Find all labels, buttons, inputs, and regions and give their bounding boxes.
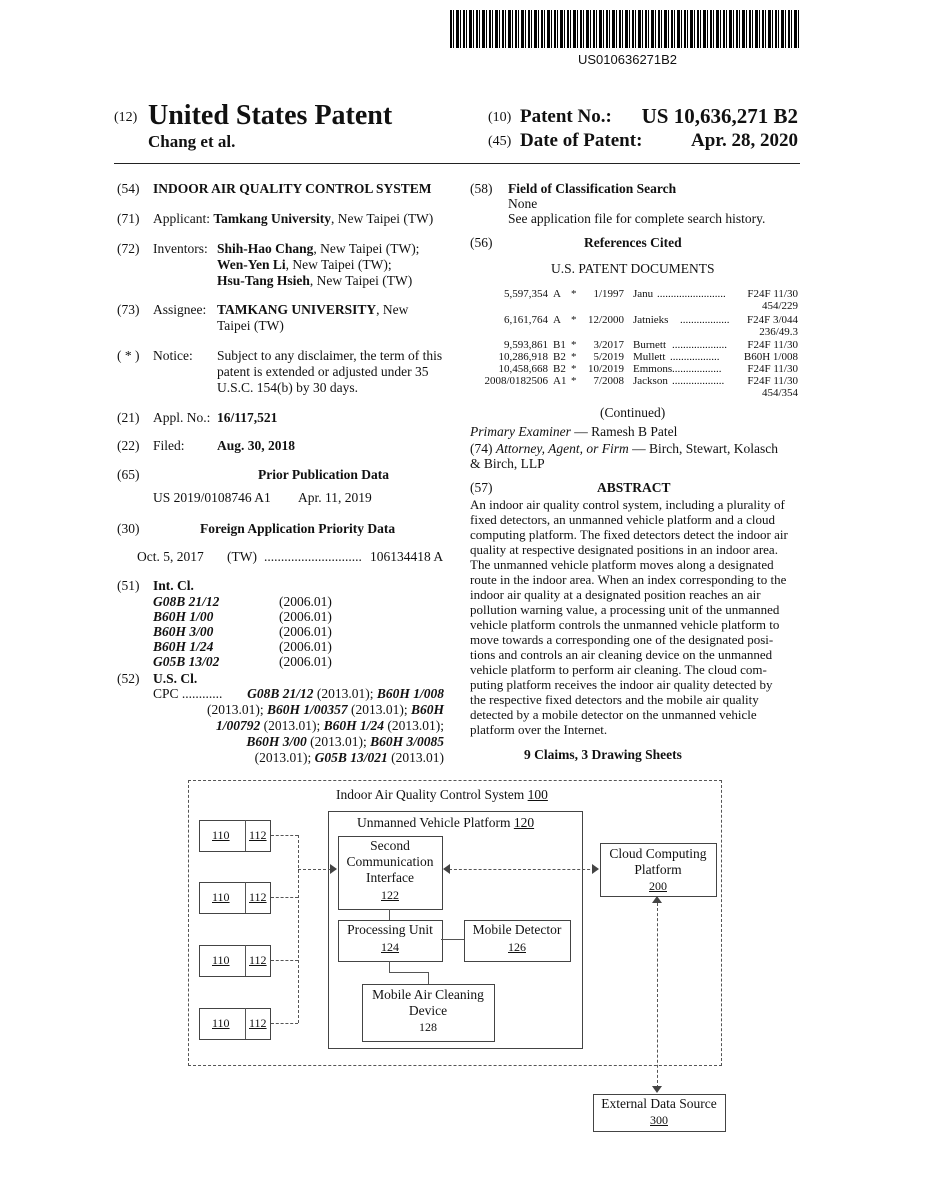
barcode-number: US010636271B2 bbox=[578, 52, 678, 67]
code-72: (72) bbox=[117, 241, 140, 256]
external-label: External Data Source bbox=[594, 1096, 724, 1112]
cleaning-line-1: Mobile Air Cleaning bbox=[363, 987, 493, 1003]
claims-count: 9 Claims, 3 Drawing Sheets bbox=[524, 747, 682, 762]
filed-label: Filed: bbox=[153, 438, 185, 453]
code-58: (58) bbox=[470, 181, 493, 196]
prior-pub-heading: Prior Publication Data bbox=[258, 467, 389, 482]
code-56: (56) bbox=[470, 235, 493, 250]
code-12: (12) bbox=[114, 110, 138, 125]
field-see: See application file for complete search history. bbox=[508, 211, 766, 226]
inventor-short: Chang et al. bbox=[148, 132, 236, 151]
code-10: (10) bbox=[488, 110, 512, 125]
assignee-location: Taipei (TW) bbox=[217, 318, 284, 333]
external-ref: 300 bbox=[594, 1112, 724, 1128]
applicant: Applicant: Tamkang University, New Taipei (TW) bbox=[153, 211, 434, 226]
intcl-label: Int. Cl. bbox=[153, 578, 194, 593]
abstract-text: An indoor air quality control system, including a plurality of fixed detectors, an unmanned vehicle platform and a cloud computing platform. The fixed detectors detect the indoor air quality at respective designated positions in an indoor area. The unmanned vehicle platform moves along a designated route in the indoor area. When an index corresponding to the indoor air quality at a designated position reaches an air pollution warning value, a processing unit of the unmanned vehicle platform controls the unmanned vehicle platform to move towards a corresponding one of the designated posi- tions and controls an air cleaning device on the unmanned vehicle platform to perform air cleaning. The cloud com- puting platform receives the indoor air quality detected by the respective fixed detectors and the mobile air quality detected by a mobile detector on the unmanned vehicle platform over the Internet. bbox=[470, 497, 788, 737]
intcl-row: G05B 13/02 (2006.01) bbox=[153, 654, 332, 669]
cloud-ref: 200 bbox=[601, 878, 715, 894]
uvp-title: Unmanned Vehicle Platform 120 bbox=[357, 815, 535, 830]
code-65: (65) bbox=[117, 467, 140, 482]
foreign-number: 106134418 A bbox=[370, 549, 444, 564]
code-73: (73) bbox=[117, 302, 140, 317]
notice-line-1: Subject to any disclaimer, the term of this bbox=[217, 348, 443, 363]
us-docs-heading: U.S. PATENT DOCUMENTS bbox=[551, 261, 715, 276]
code-21: (21) bbox=[117, 410, 140, 425]
processing-ref: 124 bbox=[339, 939, 441, 955]
notice-line-3: U.S.C. 154(b) by 30 days. bbox=[217, 380, 358, 395]
foreign-dots: ............................. bbox=[264, 549, 362, 564]
foreign-country: (TW) bbox=[227, 549, 257, 564]
attorney-line-2: & Birch, LLP bbox=[470, 456, 545, 471]
prior-pub-number: US 2019/0108746 A1 bbox=[153, 490, 271, 505]
field-heading: Field of Classification Search bbox=[508, 181, 677, 196]
code-30: (30) bbox=[117, 521, 140, 536]
patent-type: United States Patent bbox=[148, 100, 393, 131]
code-notice: ( * ) bbox=[117, 348, 140, 363]
assignee: TAMKANG UNIVERSITY, New bbox=[217, 302, 409, 317]
refs-heading: References Cited bbox=[584, 235, 682, 250]
appl-label: Appl. No.: bbox=[153, 410, 211, 425]
patent-date: Apr. 28, 2020 bbox=[691, 130, 798, 151]
second-comm-line-2: Communication bbox=[339, 854, 441, 870]
inventors-label: Inventors: bbox=[153, 241, 208, 256]
assignee-label: Assignee: bbox=[153, 302, 207, 317]
cpc-line-3: 1/00792 (2013.01); B60H 1/24 (2013.01); bbox=[215, 718, 444, 733]
second-comm-line-3: Interface bbox=[339, 870, 441, 886]
code-57: (57) bbox=[470, 480, 493, 495]
mobile-detector-label: Mobile Detector bbox=[465, 922, 569, 938]
header-rule bbox=[114, 163, 800, 164]
cpc-line-4: B60H 3/00 (2013.01); B60H 3/0085 bbox=[246, 734, 444, 749]
foreign-heading: Foreign Application Priority Data bbox=[200, 521, 396, 536]
code-54: (54) bbox=[117, 181, 140, 196]
abstract-heading: ABSTRACT bbox=[597, 480, 671, 495]
intcl-row: B60H 3/00 (2006.01) bbox=[153, 624, 332, 639]
notice-label: Notice: bbox=[153, 348, 193, 363]
intcl-list bbox=[153, 594, 332, 669]
notice-line-2: patent is extended or adjusted under 35 bbox=[217, 364, 429, 379]
code-22: (22) bbox=[117, 438, 140, 453]
code-52: (52) bbox=[117, 671, 140, 686]
inventor-2: Wen-Yen Li, New Taipei (TW); bbox=[217, 257, 392, 272]
cleaning-ref: 128 bbox=[363, 1019, 493, 1035]
uscl-label: U.S. Cl. bbox=[153, 671, 198, 686]
cpc-row-1: CPC ............ bbox=[153, 686, 223, 701]
intcl-row: B60H 1/00 (2006.01) bbox=[153, 609, 332, 624]
attorney: (74) Attorney, Agent, or Firm — Birch, Stewart, Kolasch bbox=[470, 441, 778, 456]
filed-date: Aug. 30, 2018 bbox=[217, 438, 296, 453]
intcl-row: B60H 1/24 (2006.01) bbox=[153, 639, 332, 654]
intcl-row: G08B 21/12 (2006.01) bbox=[153, 594, 332, 609]
cleaning-line-2: Device bbox=[363, 1003, 493, 1019]
date-label: Date of Patent: bbox=[520, 130, 643, 151]
continued: (Continued) bbox=[600, 405, 666, 420]
patent-number: US 10,636,271 B2 bbox=[641, 104, 798, 128]
patent-no-label: Patent No.: bbox=[520, 106, 612, 127]
primary-examiner: Primary Examiner — Ramesh B Patel bbox=[470, 424, 678, 439]
cpc-line-1: G08B 21/12 (2013.01); B60H 1/008 bbox=[247, 686, 444, 701]
cloud-line-2: Platform bbox=[601, 862, 715, 878]
processing-label: Processing Unit bbox=[339, 922, 441, 938]
field-none: None bbox=[508, 196, 538, 211]
cpc-line-5: (2013.01); G05B 13/021 (2013.01) bbox=[254, 750, 444, 765]
code-45: (45) bbox=[488, 134, 512, 149]
prior-pub-date: Apr. 11, 2019 bbox=[298, 490, 372, 505]
foreign-date: Oct. 5, 2017 bbox=[137, 549, 204, 564]
cloud-line-1: Cloud Computing bbox=[601, 846, 715, 862]
appl-number: 16/117,521 bbox=[217, 410, 278, 425]
mobile-detector-ref: 126 bbox=[465, 939, 569, 955]
second-comm-ref: 122 bbox=[339, 887, 441, 903]
code-71: (71) bbox=[117, 211, 140, 226]
invention-title: INDOOR AIR QUALITY CONTROL SYSTEM bbox=[153, 181, 432, 196]
cpc-line-2: (2013.01); B60H 1/00357 (2013.01); B60H bbox=[206, 702, 444, 717]
system-title: Indoor Air Quality Control System 100 bbox=[336, 787, 548, 802]
second-comm-line-1: Second bbox=[339, 838, 441, 854]
inventor-1: Shih-Hao Chang, New Taipei (TW); bbox=[217, 241, 420, 256]
inventor-3: Hsu-Tang Hsieh, New Taipei (TW) bbox=[217, 273, 413, 288]
code-51: (51) bbox=[117, 578, 140, 593]
barcode bbox=[450, 10, 800, 48]
